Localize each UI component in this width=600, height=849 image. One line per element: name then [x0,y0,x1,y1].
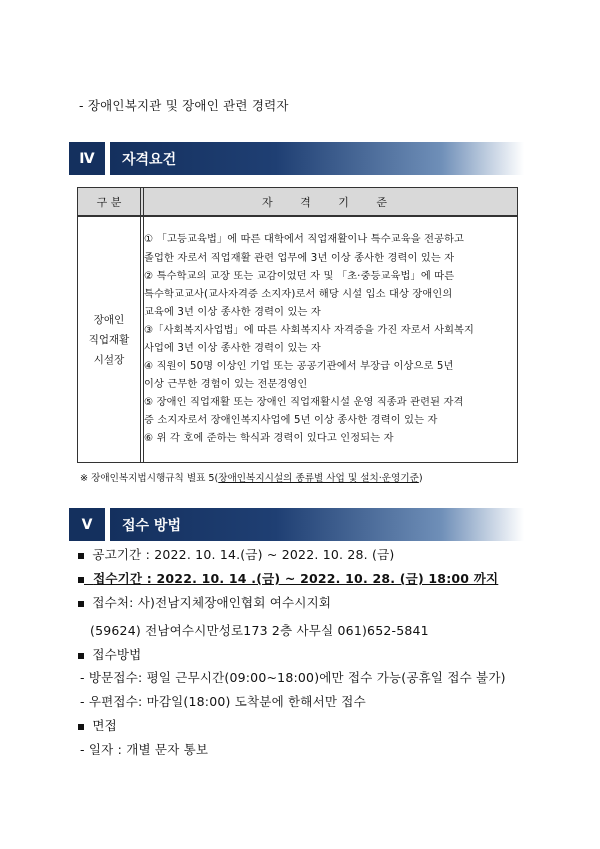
interview-schedule: - 일자 : 개별 문자 통보 [80,742,209,757]
method-title: 접수방법 [92,647,142,662]
criteria-line: ③「사회복지사업법」에 따른 사회복지사 자격증을 가진 자로서 사회복지 [144,325,475,336]
section-title: 접수 방법 [110,508,524,541]
bullet-icon [78,577,84,583]
category-line: 직업재활 [88,333,130,346]
criteria-line: 사업에 3년 이상 종사한 경력이 있는 자 [144,343,321,354]
visit-receipt: - 방문접수: 평일 근무시간(09:00~18:00)에만 접수 가능(공휴일 접수 불가) [80,670,506,685]
bullet-icon [78,653,84,659]
criteria-line: ⑤ 장애인 직업재활 또는 장애인 직업재활시설 운영 직종과 관련된 자격 [144,397,464,408]
section-header-4 [69,142,524,175]
section-number: Ⅴ [69,508,105,541]
category-line: 장애인 [93,313,125,326]
receipt-place-row [78,593,331,611]
mail-receipt: - 우편접수: 마감일(18:00) 도착분에 한해서만 접수 [80,694,366,709]
regulation-link-text: 장애인복지시설의 종류별 사업 및 설치·운영기준 [218,473,419,484]
category-line: 시설장 [93,353,125,366]
bullet-icon [78,553,84,559]
receipt-place: 접수처: 사)전남지체장애인협회 여수시지회 [92,595,332,610]
notice-period-row [78,545,394,563]
bullet-icon [78,601,84,607]
receipt-period: 접수기간 : 2022. 10. 14 .(금) ~ 2022. 10. 28. (금) 18:00 까지 [93,571,499,586]
regulation-note: ※ 장애인복지법시행규칙 별표 5(장애인복지시설의 종류별 사업 및 설치·운영기준) [80,473,423,484]
column-header-category: 구 분 [96,195,122,209]
section-number: Ⅳ [69,142,105,175]
interview-title-row [78,716,117,734]
section-header-5 [69,508,524,541]
criteria-line: 졸업한 자로서 직업재활 관련 업무에 3년 이상 종사한 경력이 있는 자 [144,253,455,264]
criteria-line: 증 소지자로서 장애인복지사업에 5년 이상 종사한 경력이 있는 자 [144,415,438,426]
criteria-line: 교육에 3년 이상 종사한 경력이 있는 자 [144,307,321,318]
criteria-line: ⑥ 위 각 호에 준하는 학식과 경력이 있다고 인정되는 자 [144,433,394,444]
column-header-criteria: 자 격 기 준 [262,195,399,209]
criteria-line: ② 특수학교의 교장 또는 교감이었던 자 및 「초·중등교육법」에 따른 [144,271,455,282]
criteria-line: ① 「고등교육법」에 따른 대학에서 직업재활이나 특수교육을 전공하고 [144,234,465,245]
interview-title: 면접 [92,718,117,733]
top-item: - 장애인복지관 및 장애인 관련 경력자 [79,98,289,113]
address: (59624) 전남여수시만성로173 2층 사무실 061)652-5841 [90,623,429,638]
category-cell [78,217,140,462]
criteria-line: 이상 근무한 경험이 있는 전문경영인 [144,379,308,390]
receipt-period-row [78,569,498,587]
criteria-line: ④ 직원이 50명 이상인 기업 또는 공공기관에서 부장급 이상으로 5년 [144,361,454,372]
bullet-icon [78,724,84,730]
notice-period: 공고기간 : 2022. 10. 14.(금) ~ 2022. 10. 28. (금) [92,547,395,562]
method-title-row [78,645,141,663]
criteria-line: 특수학교교사(교사자격증 소지자)로서 해당 시설 입소 대상 장애인의 [144,289,453,300]
section-title: 자격요건 [110,142,524,175]
